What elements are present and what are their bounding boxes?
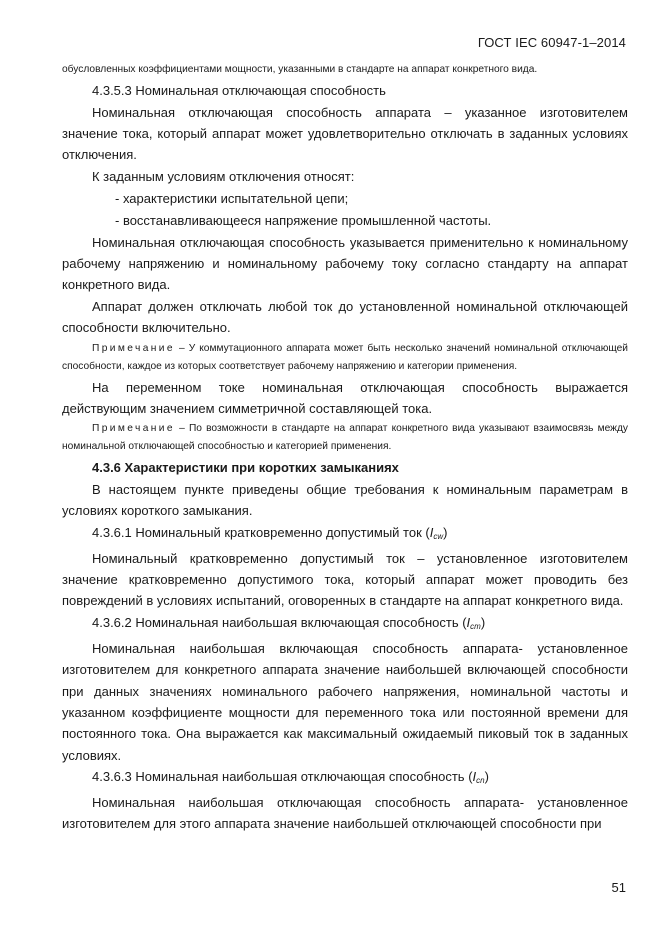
list-item-recovery-voltage: - восстанавливающееся напряжение промышленной частоты.: [115, 212, 492, 228]
paragraph-short-time-withstand: Номинальный кратковременно допустимый ток – установленное изготовителем значение кратковременно допустимого тока, который аппарат может проводить без повреждений в условиях испытаний, оговоренных в стандарте на аппарат конкретного вида.: [62, 550, 628, 609]
document-header: ГОСТ IEC 60947-1–2014: [477, 35, 626, 50]
note-text: – У коммутационного аппарата может быть несколько значений номинальной отключающей способности, каждое из которых соответствует рабочему напряжению и категории применения.: [62, 342, 628, 372]
subscript-text: cw: [433, 532, 444, 542]
paragraph-breaking-any-current: Аппарат должен отключать любой ток до установленной номинальной отключающей способности включительно.: [62, 298, 628, 336]
section-4-3-6-3-heading: [62, 766, 628, 791]
paragraph-rated-voltage-current: Номинальная отключающая способность указывается применительно к номинальному рабочему напряжению и номинальному рабочему току согласно стандарту на аппарат конкретного вида.: [62, 234, 628, 293]
paren-close: ): [480, 615, 486, 631]
page-body: [62, 61, 628, 835]
section-4-3-6-2-heading: [62, 612, 628, 637]
paren-close: ): [484, 769, 489, 785]
symbol-subscript: [433, 532, 443, 541]
note-label: Примечание: [92, 423, 175, 435]
heading-text: 4.3.6.1 Номинальный кратковременно допустимый ток (: [92, 525, 430, 541]
note-label: Примечание: [92, 342, 175, 354]
paragraph-ac-symmetric: На переменном токе номинальная отключающая способность выражается действующим значением симметричной составляющей тока.: [62, 379, 628, 416]
note-2: [62, 420, 628, 456]
note-1: [62, 340, 628, 376]
heading-text: 4.3.6.3 Номинальная наибольшая отключающая способность (: [92, 769, 473, 785]
symbol-I: I: [466, 615, 471, 631]
paragraph-breaking-conditions: К заданным условиям отключения относят:: [92, 169, 355, 185]
continuation-paragraph: обусловленных коэффициентами мощности, указанными в стандарте на аппарат конкретного вида.: [62, 64, 538, 75]
page-number: 51: [611, 880, 626, 895]
paragraph-breaking-capacity-definition: Номинальная отключающая способность аппарата – указанное изготовителем значение тока, который аппарат может удовлетворительно отключать в заданных условиях отключения.: [62, 104, 628, 163]
symbol-subscript: [470, 622, 481, 631]
section-4-3-6-heading: [62, 457, 628, 478]
symbol-subscript: [476, 776, 484, 785]
section-4-3-6-1-heading: [62, 522, 628, 547]
paren-close: ): [443, 525, 448, 541]
subscript-text: cm: [470, 622, 481, 632]
paragraph-breaking-capacity-short-circuit: Номинальная наибольшая отключающая способность аппарата- установленное изготовителем для этого аппарата значение наибольшей отключающей способности при: [62, 795, 628, 832]
list-item-test-circuit: - характеристики испытательной цепи;: [115, 190, 349, 206]
heading-text: 4.3.6.2 Номинальная наибольшая включающая способность (: [92, 615, 467, 631]
paragraph-making-capacity: Номинальная наибольшая включающая способность аппарата- установленное изготовителем для конкретного аппарата значение наибольшей включающей способности при данных значениях номинального рабочего напряжения, номинальной частоты и указанном коэффициенте мощности для переменного тока или постоянной времени для постоянного тока. Она выражается как максимальный ожидаемый пиковый ток в заданных условиях.: [62, 641, 628, 763]
section-4-3-5-3-heading: 4.3.5.3 Номинальная отключающая способность: [92, 83, 386, 98]
paragraph-short-circuit-intro: В настоящем пункте приведены общие требования к номинальным параметрам в условиях короткого замыкания.: [62, 481, 628, 519]
section-title-bold: 4.3.6 Характеристики при коротких замыканиях: [92, 460, 399, 476]
symbol-I: I: [429, 525, 434, 541]
note-text: – По возможности в стандарте на аппарат конкретного вида указывают взаимосвязь между номинальной отключающей способностью и категорией применения.: [62, 423, 629, 453]
subscript-text: cn: [476, 776, 485, 786]
symbol-I: I: [472, 769, 477, 785]
